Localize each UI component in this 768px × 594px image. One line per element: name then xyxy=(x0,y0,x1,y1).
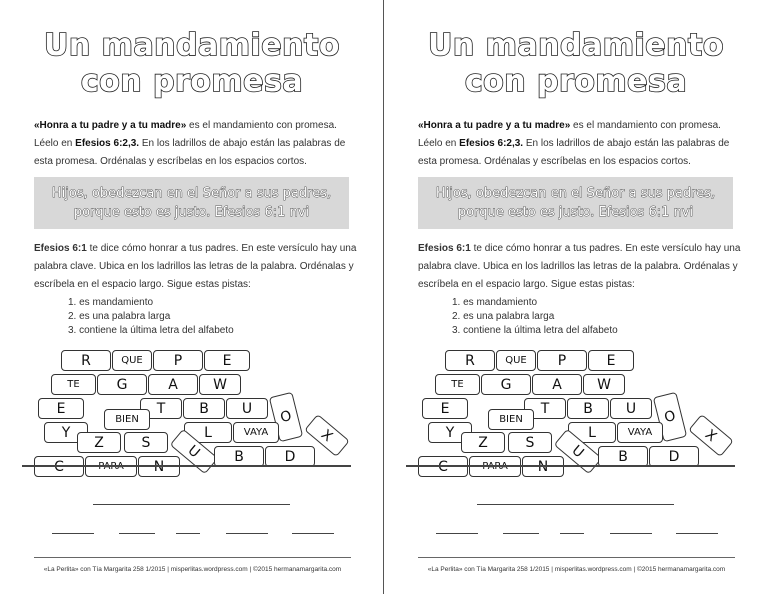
brick: B xyxy=(567,398,609,419)
brick: L xyxy=(568,422,616,443)
brick: U xyxy=(610,398,652,419)
right-panel xyxy=(384,0,768,594)
verse-line-2: porque esto es justo. Efesios 6:1 nvi xyxy=(73,205,310,220)
brick: G xyxy=(97,374,147,395)
long-answer-line xyxy=(93,504,290,505)
brick: TE xyxy=(51,374,96,395)
instructions-reference: Efesios 6:1 xyxy=(418,243,471,254)
footer-rule xyxy=(34,557,351,558)
brick: W xyxy=(583,374,625,395)
brick: B xyxy=(183,398,225,419)
intro-paragraph xyxy=(34,117,359,171)
brick: O xyxy=(269,392,303,442)
brick: U xyxy=(226,398,268,419)
brick: G xyxy=(481,374,531,395)
title-line-2: con promesa xyxy=(80,64,304,99)
short-answer-line xyxy=(610,533,652,534)
brick: VAYA xyxy=(617,422,663,443)
intro-text-2: En los ladrillos de abajo están las palabras de esta promesa. Ordénalas y escríbelas en los espacios cortos. xyxy=(418,138,730,167)
brick: X xyxy=(688,414,734,457)
brick: R xyxy=(445,350,495,371)
intro-text-2: En los ladrillos de abajo están las palabras de esta promesa. Ordénalas y escríbelas en los espacios cortos. xyxy=(34,138,346,167)
brick: A xyxy=(148,374,198,395)
intro-reference: Efesios 6:2,3. xyxy=(75,138,140,149)
brick: W xyxy=(199,374,241,395)
short-answer-line xyxy=(676,533,718,534)
brick: U xyxy=(170,429,219,475)
brick: E xyxy=(588,350,634,371)
brick: QUE xyxy=(112,350,152,371)
brick: TE xyxy=(435,374,480,395)
brick: BIEN xyxy=(488,409,534,430)
brick: P xyxy=(153,350,203,371)
brick: B xyxy=(598,446,648,467)
footer-text: «La Perlita» con Tía Margarita 258 1/2015 | misperlitas.wordpress.com | ©2015 hermanamargarita.com xyxy=(43,566,342,573)
clue-item: 2. es una palabra larga xyxy=(452,311,555,322)
brick: B xyxy=(214,446,264,467)
footer-text: «La Perlita» con Tía Margarita 258 1/2015 | misperlitas.wordpress.com | ©2015 hermanamargarita.com xyxy=(427,566,726,573)
long-answer-line xyxy=(477,504,674,505)
brick: X xyxy=(304,414,350,457)
clue-item: 3. contiene la última letra del alfabeto xyxy=(68,325,234,336)
clue-item: 2. es una palabra larga xyxy=(68,311,171,322)
title-line-1: Un mandamiento xyxy=(44,28,340,63)
brick: L xyxy=(184,422,232,443)
clue-item: 1. es mandamiento xyxy=(68,297,154,308)
intro-reference: Efesios 6:2,3. xyxy=(459,138,524,149)
short-answer-line xyxy=(436,533,478,534)
instructions-paragraph xyxy=(418,240,743,294)
intro-text-1: es el mandamiento con promesa. Léelo en xyxy=(34,120,337,149)
footer-rule xyxy=(418,557,735,558)
short-answer-line xyxy=(176,533,200,534)
instructions-text: te dice cómo honrar a tus padres. En este versículo hay una palabra clave. Ubica en los ladrillos las letras de la palabra. Ordénalas y escríbela en el espacio largo. Sigue estas pistas: xyxy=(418,243,741,290)
clue-list xyxy=(452,296,618,338)
brick: E xyxy=(422,398,468,419)
brick: S xyxy=(124,432,168,453)
brick: R xyxy=(61,350,111,371)
title-line-1: Un mandamiento xyxy=(428,28,724,63)
short-answer-line xyxy=(119,533,155,534)
verse-box xyxy=(418,177,733,229)
intro-quote: «Honra a tu padre y a tu madre» xyxy=(418,120,571,131)
ground-line xyxy=(406,465,735,467)
brick: T xyxy=(140,398,182,419)
intro-text-1: es el mandamiento con promesa. Léelo en xyxy=(418,120,721,149)
short-answer-line xyxy=(292,533,334,534)
verse-line-2: porque esto es justo. Efesios 6:1 nvi xyxy=(457,205,694,220)
brick: T xyxy=(524,398,566,419)
brick: D xyxy=(649,446,699,467)
intro-paragraph xyxy=(418,117,743,171)
title-line-2: con promesa xyxy=(464,64,688,99)
brick: Y xyxy=(44,422,88,443)
short-answer-line xyxy=(503,533,539,534)
verse-box xyxy=(34,177,349,229)
brick: VAYA xyxy=(233,422,279,443)
brick: D xyxy=(265,446,315,467)
instructions-text: te dice cómo honrar a tus padres. En este versículo hay una palabra clave. Ubica en los ladrillos las letras de la palabra. Ordénalas y escríbela en el espacio largo. Sigue estas pistas: xyxy=(34,243,357,290)
brick: E xyxy=(204,350,250,371)
brick: QUE xyxy=(496,350,536,371)
brick: P xyxy=(537,350,587,371)
brick: O xyxy=(653,392,687,442)
short-answer-line xyxy=(560,533,584,534)
brick: Y xyxy=(428,422,472,443)
instructions-paragraph xyxy=(34,240,359,294)
verse-line-1: Hijos, obedezcan en el Señor a sus padres, xyxy=(435,186,716,201)
clue-item: 1. es mandamiento xyxy=(452,297,538,308)
short-answer-line xyxy=(52,533,94,534)
intro-quote: «Honra a tu padre y a tu madre» xyxy=(34,120,187,131)
short-answer-line xyxy=(226,533,268,534)
instructions-reference: Efesios 6:1 xyxy=(34,243,87,254)
clue-list xyxy=(68,296,234,338)
brick: A xyxy=(532,374,582,395)
brick: S xyxy=(508,432,552,453)
brick: U xyxy=(554,429,603,475)
verse-line-1: Hijos, obedezcan en el Señor a sus padres, xyxy=(51,186,332,201)
clue-item: 3. contiene la última letra del alfabeto xyxy=(452,325,618,336)
ground-line xyxy=(22,465,351,467)
brick: Z xyxy=(461,432,505,453)
brick: Z xyxy=(77,432,121,453)
brick: BIEN xyxy=(104,409,150,430)
brick: E xyxy=(38,398,84,419)
